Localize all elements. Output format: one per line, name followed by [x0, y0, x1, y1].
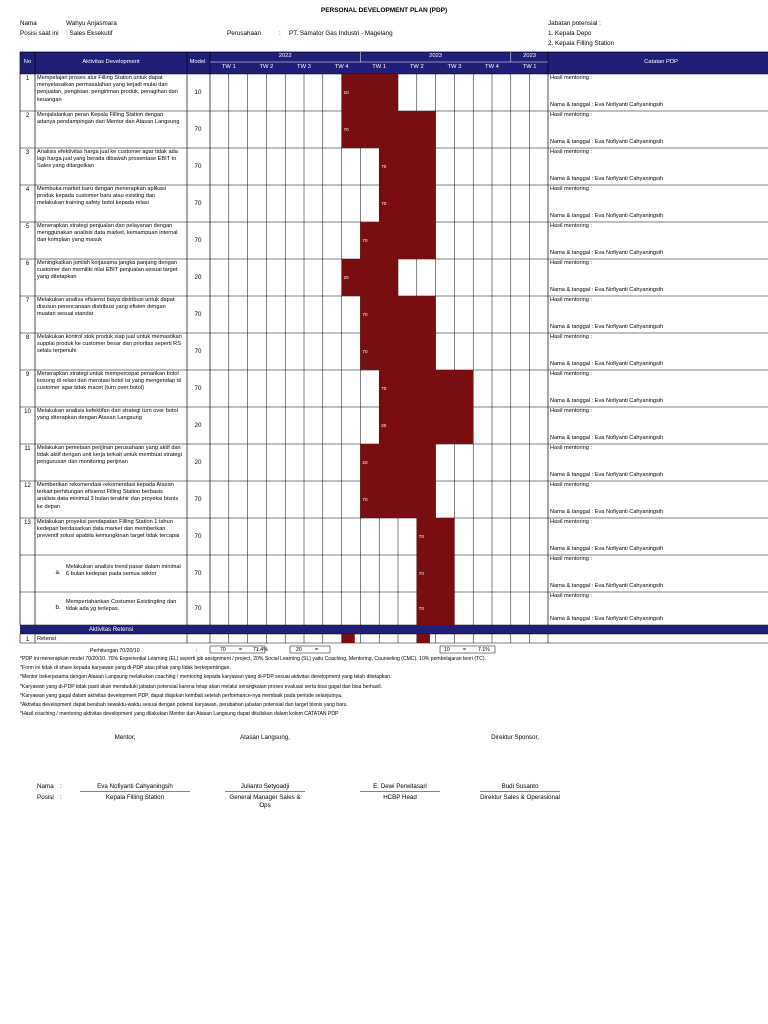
retensi-bar: [417, 634, 430, 643]
mentoring-signature: Nama & tanggal : Eva Nofiyanti Cahyaningsih: [550, 583, 664, 589]
mentoring-result-label: Hasil mentoring :: [550, 334, 592, 340]
signatory-position: Direktur Sales & Operasional: [480, 794, 560, 801]
sig-posisi-colon: :: [60, 794, 62, 801]
model-value: 70: [194, 347, 202, 355]
activity-text: Mempelajari proses alur Filling Station untuk dapat menyelasaikan permasalahan yang terjadi mulai dari penjualan, pengisian, pengiriman produk, penagihan dan keuangan: [37, 75, 178, 103]
mentoring-result-label: Hasil mentoring :: [550, 75, 592, 81]
calc-value: 7.1%: [478, 647, 490, 653]
model-value: 70: [194, 162, 202, 170]
footnote: *Form ini tidak di share kepada karyawan yang di-PDP atau pihak yang tidak berkepentingan.: [20, 665, 231, 672]
perhitungan-label: Perhitungan 70/20/10: [90, 648, 140, 654]
col-aktivitas-header: Aktivitas Development: [82, 59, 140, 65]
mentoring-signature: Nama & tanggal : Eva Nofiyanti Cahyaningsih: [550, 435, 664, 441]
mentoring-result-label: Hasil mentoring :: [550, 223, 592, 229]
gantt-bar-label: 70: [381, 385, 387, 391]
mentoring-result-label: Hasil mentoring :: [550, 297, 592, 303]
mentoring-result-label: Hasil mentoring :: [550, 556, 592, 562]
perusahaan-label: Perusahaan: [227, 30, 261, 37]
mentoring-signature: Nama & tanggal : Eva Nofiyanti Cahyaningsih: [550, 324, 664, 330]
posisi-label: Posisi saat ini: [20, 30, 59, 37]
quarter-header: TW 4: [485, 64, 499, 70]
activity-text: Menjalalankan peran Kepala Filling Station dengan adanya pendampingan dari Mentor dan Atasan Langsung: [37, 112, 180, 126]
signatory-name: E. Dewi Perwitasari: [373, 783, 427, 790]
gantt-bar-label: 70: [418, 533, 424, 539]
jabatan-item-2: 2. Kepala Filling Station: [548, 40, 615, 47]
atasan-label: Atasan Langsung,: [240, 734, 290, 741]
quarter-header: TW 3: [447, 64, 462, 70]
mentoring-signature: Nama & tanggal : Eva Nofiyanti Cahyaningsih: [550, 509, 664, 515]
mentoring-result-label: Hasil mentoring :: [550, 260, 592, 266]
activity-text: Melakukan analisa efisiensi biaya distribusi untuk dapat disusun perencanaan distribusi yang efisien dengan muatan sesuai standar: [37, 297, 175, 318]
mentor-label: Mentor,: [114, 734, 136, 741]
quarter-header: TW 1: [522, 64, 537, 70]
retensi-no: 1: [25, 637, 30, 643]
mentoring-result-label: Hasil mentoring :: [550, 482, 592, 488]
model-value: 70: [194, 236, 202, 244]
gantt-bar-label: 10: [343, 89, 349, 95]
year-header: 2022: [278, 53, 292, 59]
footnote: *PDP ini menerapkan model 70/20/10. 70% Experiential Learning (EL) seperti job assignment / project, 20% Social Learning (SL) yaitu Coaching, Mentoring, Counseling (CMC), 10% pembelajaran teori (TC).: [20, 656, 486, 662]
gantt-bar: [360, 444, 435, 481]
jabatan-item-1: 1. Kepala Depo: [548, 30, 592, 37]
quarter-header: TW 2: [409, 64, 424, 70]
gantt-bar: [360, 296, 435, 333]
gantt-bar: [379, 370, 473, 407]
col-model-header: Model: [189, 59, 206, 65]
signatory-position: HCBP Head: [383, 794, 417, 801]
calc-value: 20: [296, 647, 302, 653]
model-value: 70: [194, 125, 202, 133]
calc-value: =: [315, 647, 319, 653]
gantt-bar-label: 70: [418, 605, 424, 611]
activity-text: Melakukan analisis kefektifan dari strategi turn over botol yang diterapkan dengan Atasan Langsung: [37, 408, 178, 422]
row-number: 8: [25, 335, 30, 341]
mentoring-result-label: Hasil mentoring :: [550, 519, 592, 525]
calc-value: =: [239, 647, 243, 653]
mentoring-result-label: Hasil mentoring :: [550, 445, 592, 451]
row-number: 7: [25, 298, 30, 304]
jabatan-label: Jabatan potensial :: [548, 20, 601, 27]
gantt-bar: [379, 185, 435, 222]
row-number: 3: [25, 150, 30, 156]
posisi-value: : Sales Eksekutif: [66, 30, 113, 37]
quarter-header: TW 4: [334, 64, 349, 70]
gantt-bar: [379, 407, 473, 444]
model-value: 70: [194, 384, 202, 392]
gantt-bar-label: 70: [362, 311, 368, 317]
activity-text: Meningkatkan jumlah kerjasama jangka panjang dengan customer dan memiliki nilai EBIT penjualan sesuai target yang ditetapkan: [37, 260, 178, 281]
row-number: 6: [25, 261, 30, 267]
mentoring-signature: Nama & tanggal : Eva Nofiyanti Cahyaningsih: [550, 139, 664, 145]
gantt-bar-label: 70: [343, 126, 349, 132]
mentoring-signature: Nama & tanggal : Eva Nofiyanti Cahyaningsih: [550, 361, 664, 367]
model-value: 10: [194, 88, 202, 96]
footnote: *Karyawan yang gagal dalam aktivitas development PDP, dapat diajukan kembali setelah performance-nya membaik pada periode selanjutnya.: [20, 692, 343, 699]
signatory-position: General Manager Sales & Ops: [229, 794, 301, 809]
quarter-header: TW 1: [372, 64, 387, 70]
gantt-bar-label: 70: [362, 237, 368, 243]
row-number: 2: [25, 113, 30, 119]
gantt-bar-label: 70: [381, 200, 387, 206]
mentoring-signature: Nama & tanggal : Eva Nofiyanti Cahyaningsih: [550, 250, 664, 256]
activity-text: Melakukan analisis trend pasar dalam minimal 6 bulan kedepan pada semua sektor: [66, 563, 181, 577]
calc-value: =: [463, 647, 467, 653]
activity-text: Melakukan proyeksi pendapatan Filling Station 1 tahun kedepan berdasarkan data market dan memberikan preventif solusi apabila kemungkinan target tidak tercapai: [37, 519, 180, 540]
col-no-header: No: [23, 59, 32, 65]
footnote: *Aktivitas development dapat berubah sewaktu-waktu sesuai dengan potensi karyawan, perubahan jabatan potensial dan target bisnis yang baru.: [20, 702, 348, 708]
retensi-label: Retensi: [37, 636, 56, 642]
mentoring-signature: Nama & tanggal : Eva Nofiyanti Cahyaningsih: [550, 287, 664, 293]
signatory-name: Eva Nofiyanti Cahyaningsih: [97, 783, 173, 790]
activity-text: Mempertahankan Costumer Existingting dan tidak ada yg terlepas.: [66, 598, 177, 612]
year-header: 2023: [429, 53, 443, 59]
year-header: 2023: [523, 53, 537, 59]
mentoring-result-label: Hasil mentoring :: [550, 371, 592, 377]
row-number: 5: [25, 224, 30, 230]
gantt-bar: [360, 481, 435, 518]
signatory-position: Kepala Filling Station: [105, 794, 165, 801]
signatory-name: Budi Susanto: [501, 783, 539, 790]
mentoring-signature: Nama & tanggal : Eva Nofiyanti Cahyaningsih: [550, 102, 664, 108]
gantt-bar-label: 20: [381, 422, 387, 428]
direktur-label: Direktur Sponsor,: [491, 734, 539, 741]
gantt-bar-label: 70: [418, 570, 424, 576]
row-number: a.: [55, 569, 61, 576]
mentoring-result-label: Hasil mentoring :: [550, 408, 592, 414]
model-value: 70: [194, 495, 202, 503]
row-number: 1: [25, 76, 30, 82]
sig-posisi-label: Posisi: [37, 794, 54, 801]
model-value: 20: [194, 458, 202, 466]
gantt-bar-label: 70: [362, 496, 368, 502]
mentoring-signature: Nama & tanggal : Eva Nofiyanti Cahyaningsih: [550, 546, 664, 552]
model-value: 70: [194, 604, 202, 612]
mentoring-signature: Nama & tanggal : Eva Nofiyanti Cahyaningsih: [550, 472, 664, 478]
row-number: 9: [25, 372, 30, 378]
gantt-bar-label: 70: [362, 348, 368, 354]
sig-nama-label: Nama: [37, 783, 54, 790]
row-number: 12: [24, 483, 31, 489]
activity-text: Menerapkan strategi untuk mempercepat penarikan botol kosong di relasi dan merotasi botol isi yang mengendap di customer agar tidak macet (turn over botol): [37, 371, 181, 392]
quarter-header: TW 3: [297, 64, 311, 70]
activity-text: Membuka market baru dengan menerapkan aplikasi produk kepada customer baru atau existing dan melakukan training safety botol kepada relasi: [37, 186, 167, 207]
quarter-header: TW 2: [259, 64, 274, 70]
page-title: PERSONAL DEVELOPMENT PLAN (PDP): [320, 7, 448, 14]
sig-nama-colon: :: [60, 783, 62, 790]
nama-label: Nama: [20, 20, 37, 27]
gantt-bar-label: 20: [362, 459, 368, 465]
perusahaan-value: PT. Samator Gas Industri - Magelang: [289, 30, 393, 37]
perhitungan-colon: :: [196, 648, 198, 654]
activity-text: Menerapkan strategi penjualan dan pelayanan dengan menggunakan analisis data market, kemampuan internal dan komplain yang masuk: [37, 223, 178, 244]
gantt-bar-label: 70: [381, 163, 387, 169]
col-catatan-header: Catatan PDP: [644, 59, 678, 65]
activity-text: Analisis efektivitas harga jual ke customer agar tidak ada lagi harga jual yang berada dibawah prosentase EBIT to Sales yang ditargetkan: [37, 149, 178, 170]
footnote: *Karyawan yang di-PDP tidak pasti akan menduduki jabatan potensial karena tetap akan melalui serangkaian proses evaluasi serta bisa gagal dan bisa berhasil.: [20, 683, 383, 690]
gantt-bar: [360, 222, 435, 259]
perusahaan-colon: :: [279, 30, 281, 37]
mentoring-signature: Nama & tanggal : Eva Nofiyanti Cahyaningsih: [550, 213, 664, 219]
model-value: 70: [194, 310, 202, 318]
model-value: 70: [194, 569, 202, 577]
mentoring-signature: Nama & tanggal : Eva Nofiyanti Cahyaningsih: [550, 176, 664, 182]
mentoring-result-label: Hasil mentoring :: [550, 149, 592, 155]
quarter-header: TW 1: [221, 64, 236, 70]
gantt-bar: [342, 259, 398, 296]
model-value: 20: [194, 421, 202, 429]
model-value: 70: [194, 532, 202, 540]
gantt-bar: [379, 148, 435, 185]
calc-value: 10: [444, 647, 450, 653]
row-number: 11: [24, 446, 31, 452]
activity-text: Melakukan pemetaan perijinan perusahaan yang aktif dan tidak aktif dengan unit kerja terkait untuk membuat strategi pengurusan dan monitoring perijinan: [37, 445, 182, 466]
model-value: 20: [194, 273, 202, 281]
footnote: *Mentor bekerjasama dengan Atasan Langsung melakukan coaching / mentoring kepada karyawan yang di-PDP sesuai aktivitas development yang telah ditetapkan.: [20, 674, 392, 681]
calc-value: 71.4%: [253, 647, 268, 653]
nama-value: Wahyu Anjasmara: [66, 20, 117, 27]
activity-text: Memberikan rekomendasi-rekomendasi kepada Atasan terkait perhitungan efisiensi Filling Station berbasis analisis data minimal 3 bulan terakhir dan proyeksi bisnis ke depan: [37, 482, 179, 510]
retensi-bar: [342, 634, 355, 643]
row-number: 13: [24, 520, 31, 526]
activity-text: Melakukan kontrol stok produk siap jual untuk memastikan supplai produk ke customer besar dan prioritas seperti RS selalu terpenuhi: [37, 334, 182, 355]
footnote: *Hasil coaching / mentoring aktivitas development yang dilakukan Mentor dan Atasan Langsung dapat dituliskan dalam kolom CATATAN PDP: [20, 711, 339, 718]
model-value: 70: [194, 199, 202, 207]
mentoring-signature: Nama & tanggal : Eva Nofiyanti Cahyaningsih: [550, 616, 664, 622]
row-number: 4: [25, 187, 30, 193]
signatory-name: Julianto Setyoadji: [240, 783, 290, 790]
gantt-bar: [342, 74, 398, 111]
row-number: b.: [55, 604, 61, 611]
gantt-bar: [360, 333, 435, 370]
mentoring-result-label: Hasil mentoring :: [550, 112, 592, 118]
row-number: 10: [24, 409, 31, 415]
mentoring-result-label: Hasil mentoring :: [550, 593, 592, 599]
gantt-bar-label: 20: [343, 274, 349, 280]
calc-value: 70: [220, 647, 226, 653]
mentoring-signature: Nama & tanggal : Eva Nofiyanti Cahyaningsih: [550, 398, 664, 404]
gantt-bar: [342, 111, 436, 148]
mentoring-result-label: Hasil mentoring :: [550, 186, 592, 192]
retensi-header: Aktivitas Retensi: [88, 627, 134, 633]
